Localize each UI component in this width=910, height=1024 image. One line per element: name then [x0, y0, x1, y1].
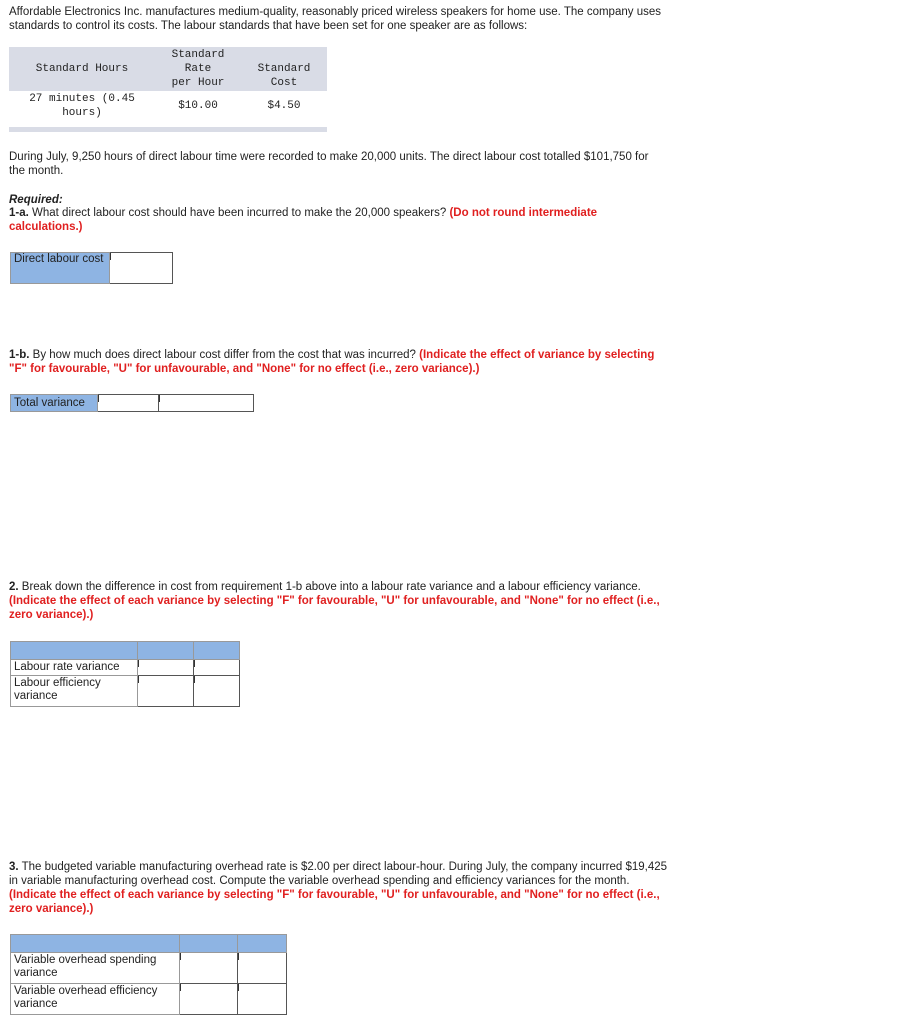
table-2-header-amount — [138, 642, 194, 660]
question-1a: 1-a. What direct labour cost should have been incurred to make the 20,000 speakers? (Do not round intermediate calculations.) — [9, 207, 598, 233]
standards-header-row — [9, 47, 327, 91]
variable-overhead-spending-variance-label: Variable overhead spending variance — [11, 953, 180, 984]
intro-text: Affordable Electronics Inc. manufactures medium-quality, reasonably priced wireless speakers for home use. The company uses standards to control its costs. The labour standards that have been set for one speaker are as follows: — [9, 6, 661, 32]
table-3-header-label — [11, 935, 180, 953]
standards-data-row — [9, 91, 327, 127]
header-standard-cost: Standard Cost — [257, 63, 311, 89]
table-2-header-label — [11, 642, 138, 660]
labour-rate-variance-label: Labour rate variance — [11, 660, 138, 676]
table-3-header-effect — [238, 935, 287, 953]
direct-labour-cost-label: Direct labour cost — [11, 253, 110, 284]
answer-table-1b — [10, 394, 254, 412]
variable-overhead-spending-amount-input[interactable] — [180, 953, 238, 984]
table-footer-bar — [9, 127, 327, 132]
header-standard-hours: Standard Hours — [35, 63, 129, 75]
labour-rate-variance-amount-input[interactable] — [138, 660, 194, 676]
direct-labour-cost-input[interactable] — [110, 253, 173, 284]
answer-table-2 — [10, 641, 240, 707]
header-standard-rate: Standard Rate per Hour — [171, 49, 225, 89]
standard-cost-value: $4.50 — [267, 100, 301, 112]
question-3: 3. The budgeted variable manufacturing overhead rate is $2.00 per direct labour-hour. During July, the company incurred $19,425 in variable manufacturing overhead cost. Compute the variable overhead spending and efficiency variances for the month. (Indicate the effect of each variance by selecting "F" for favourable, "U" for unfavourable, and "None" for no effect (i.e., zero variance).) — [9, 861, 668, 915]
required-label: Required: — [9, 194, 63, 206]
question-2: 2. Break down the difference in cost from requirement 1-b above into a labour rate variance and a labour efficiency variance. (Indicate the effect of each variance by selecting "F" for favourable, "U" for unfavourable, and "None" for no effect (i.e., zero variance).) — [9, 581, 660, 621]
labour-efficiency-variance-label: Labour efficiency variance — [11, 676, 138, 707]
variable-overhead-efficiency-effect-select[interactable] — [238, 984, 287, 1015]
standard-hours-value: 27 minutes (0.45 hours) — [29, 93, 135, 119]
labour-rate-variance-effect-select[interactable] — [194, 660, 240, 676]
standard-rate-value: $10.00 — [178, 100, 218, 112]
answer-table-3 — [10, 934, 287, 1015]
labour-efficiency-variance-effect-select[interactable] — [194, 676, 240, 707]
labour-efficiency-variance-amount-input[interactable] — [138, 676, 194, 707]
total-variance-label: Total variance — [11, 395, 98, 412]
variable-overhead-spending-effect-select[interactable] — [238, 953, 287, 984]
variable-overhead-efficiency-variance-label: Variable overhead efficiency variance — [11, 984, 180, 1015]
answer-table-1a — [10, 252, 173, 284]
total-variance-effect-select[interactable] — [159, 395, 254, 412]
question-1b: 1-b. By how much does direct labour cost differ from the cost that was incurred? (Indicate the effect of variance by selecting "F" for favourable, "U" for unfavourable, and "None" for no effect (i.e., zero variance).) — [9, 349, 655, 375]
table-2-header-effect — [194, 642, 240, 660]
total-variance-amount-input[interactable] — [98, 395, 159, 412]
variable-overhead-efficiency-amount-input[interactable] — [180, 984, 238, 1015]
table-3-header-amount — [180, 935, 238, 953]
standards-table — [9, 47, 327, 132]
facts-text: During July, 9,250 hours of direct labour time were recorded to make 20,000 units. The direct labour cost totalled $101,750 for the month. — [9, 151, 649, 177]
